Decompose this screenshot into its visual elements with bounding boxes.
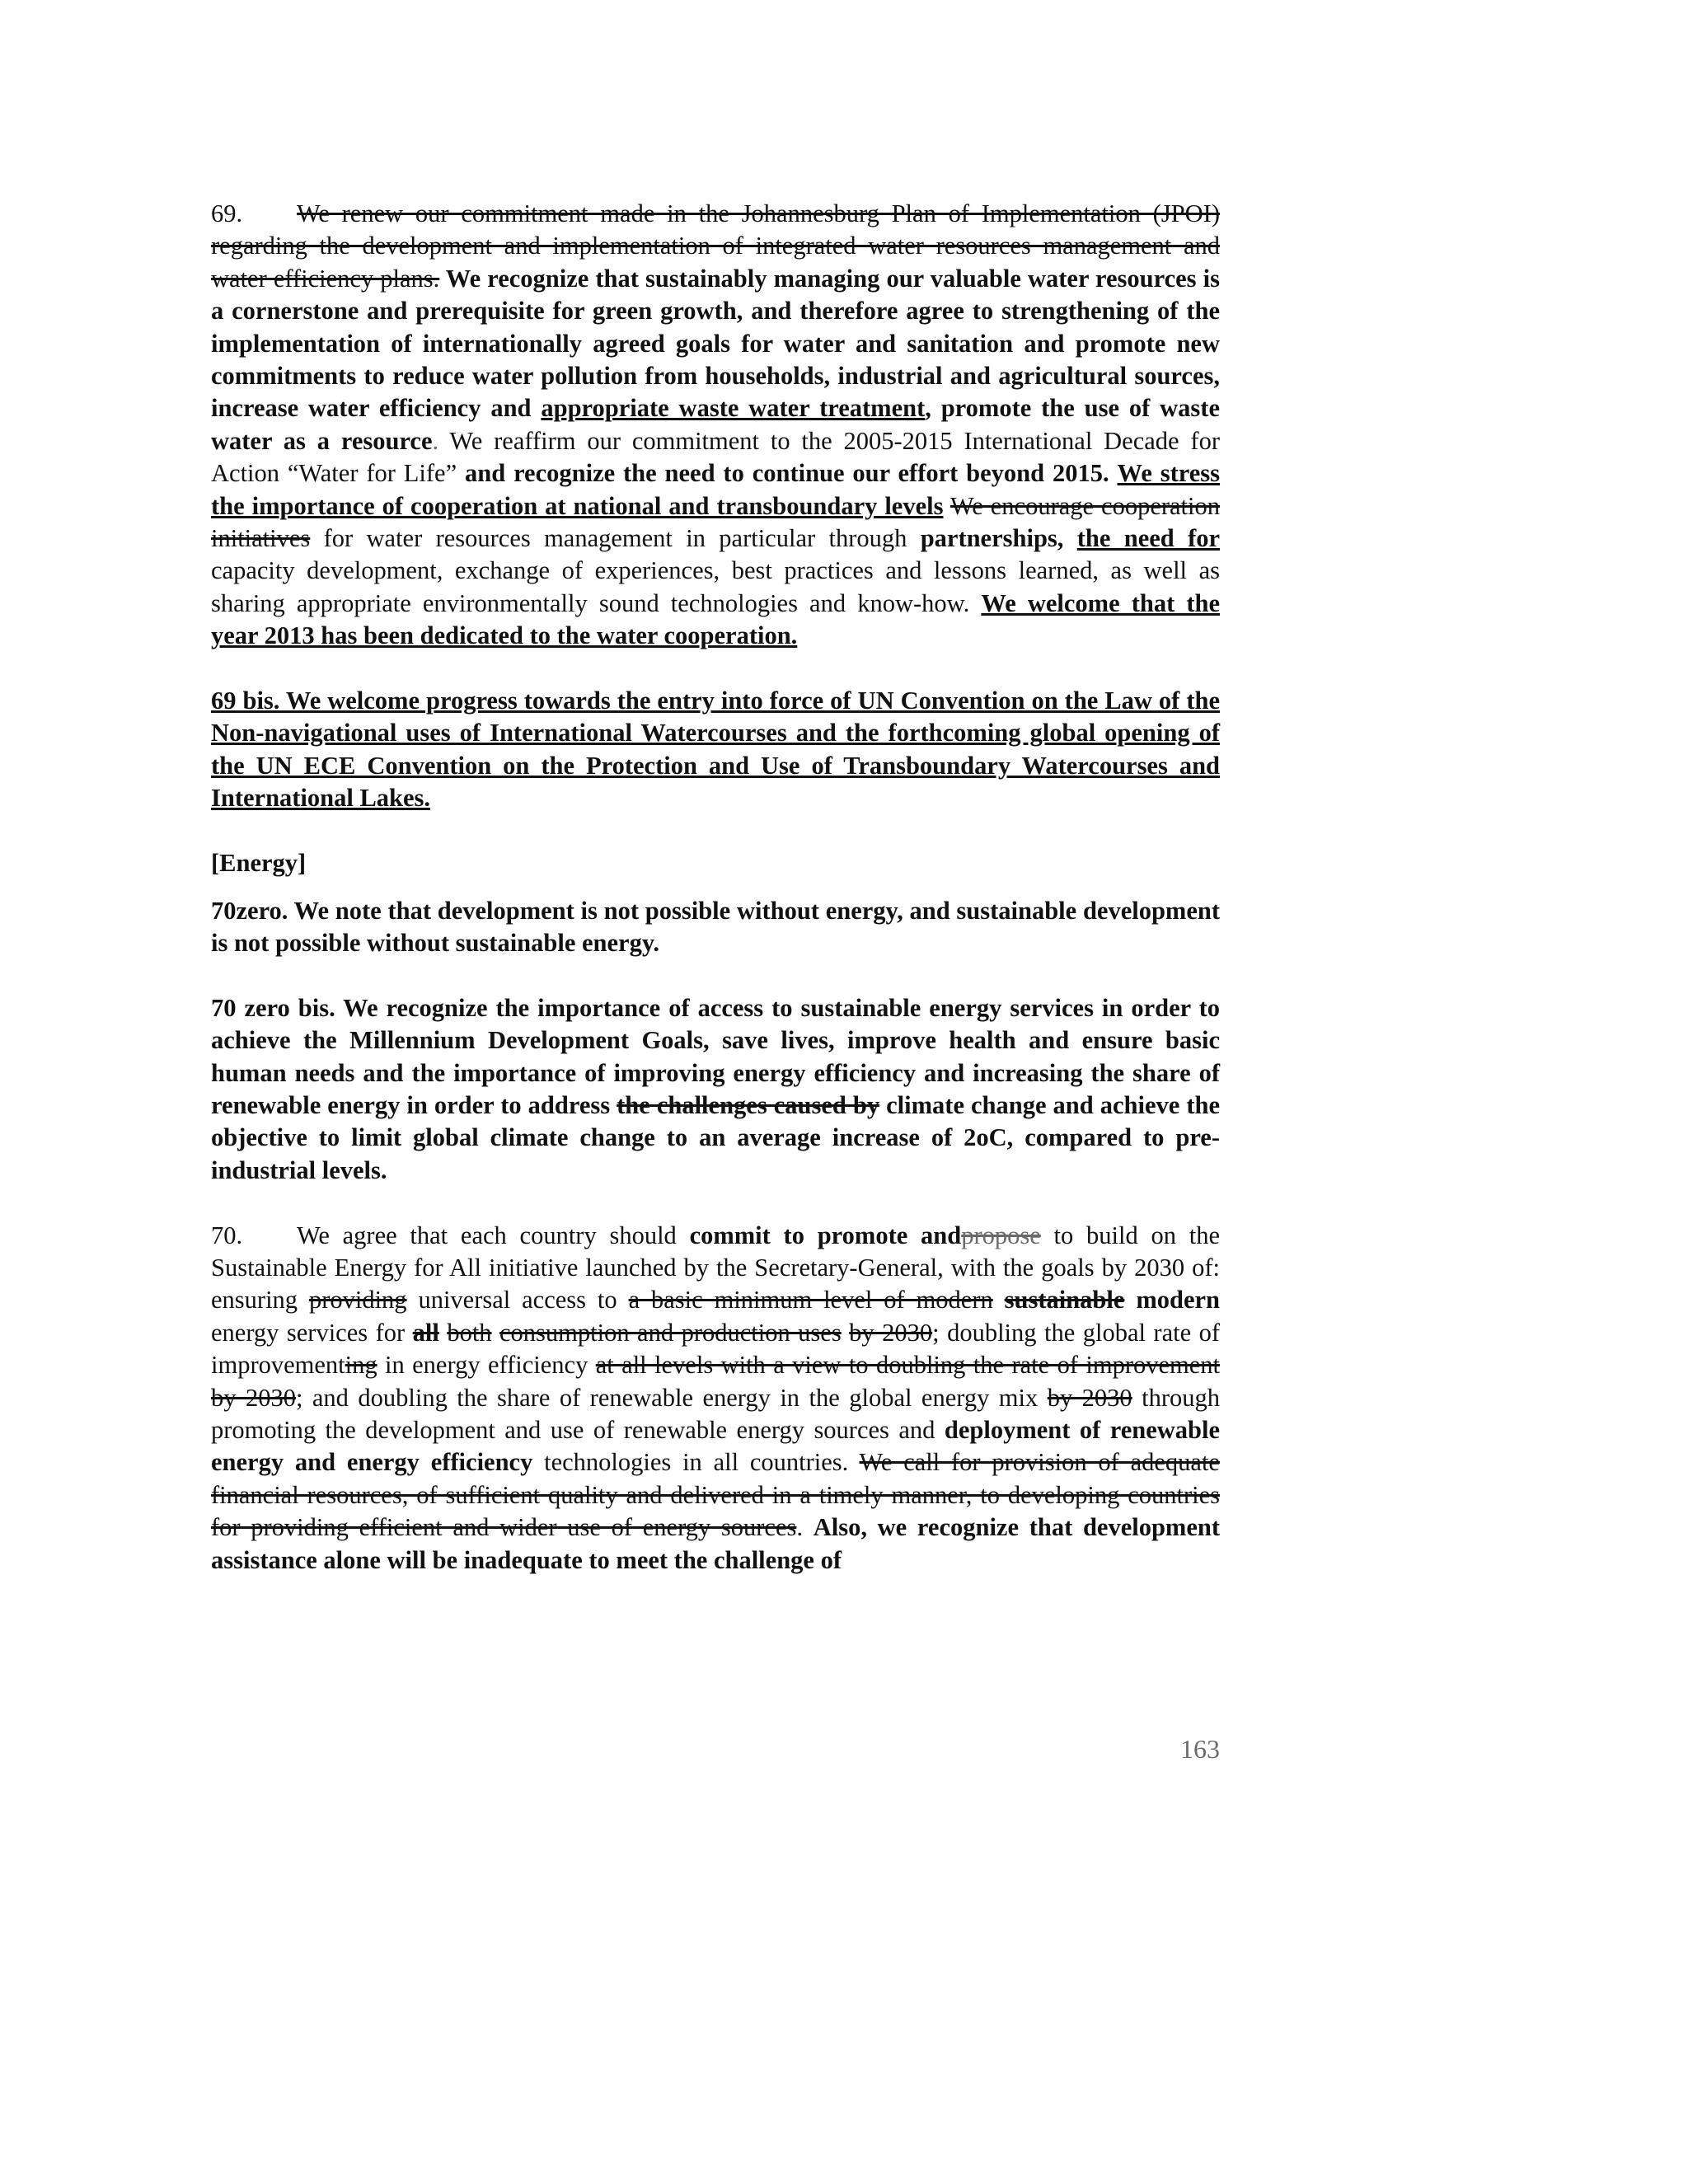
paragraph-number: 70. xyxy=(211,1221,243,1249)
text-segment: 70 zero bis. We recognize the importance of access to sustainable energy services in order to achieve the Millennium Development Goals, save lives, improve health and ensure basic human needs and the importance of improving energy efficiency and increasing the share of renewable energy in order to address xyxy=(211,993,1220,1119)
text-segment: modern xyxy=(1136,1286,1220,1315)
text-segment: We encourage cooperation initiatives xyxy=(211,491,1220,553)
paragraph-number: 69. xyxy=(211,199,243,227)
text-segment: 69 bis. We welcome progress towards the entry into force of UN Convention on the Law of the Non-navigational uses of International Watercourses and the forthcoming global opening of the UN ECE Convention on the Protection and Use of Transboundary Watercourses and International Lakes. xyxy=(211,687,1220,813)
text-segment xyxy=(1109,459,1118,487)
text-segment: universal access to xyxy=(406,1286,629,1315)
text-segment: We recognize that sustainably managing our valuable water resources is a cornerstone and prerequisite for green growth, and therefore agree to strengthening of the implementation of internationally agreed goals for water and sanitation and promote new commitments to reduce water pollution from households, industrial and agricultural sources, increase water efficiency and xyxy=(211,264,1220,423)
paragraph-70-zero xyxy=(211,895,1220,960)
text-segment: deployment of renewable energy and energy efficiency xyxy=(211,1415,1221,1477)
text-segment: a basic minimum level of modern xyxy=(628,1286,993,1315)
text-segment: the challenges caused by xyxy=(617,1090,880,1119)
text-segment: ing xyxy=(345,1351,377,1380)
text-segment: We renew our commitment made in the Johannesburg Plan of Implementation (JPOI) regarding the development and implementation of integrated water resources management and water efficiency plans. xyxy=(211,199,1220,293)
text-segment: Also, we recognize that development assistance alone will be inadequate to meet the challenge of xyxy=(211,1513,1220,1574)
text-segment: through promoting the development and use of renewable energy sources and xyxy=(211,1383,1221,1444)
text-segment: partnerships, xyxy=(920,524,1064,553)
text-segment: capacity development, exchange of experiences, best practices and lessons learned, as well as sharing appropriate environmentally sound technologies and know-how. xyxy=(211,556,1220,617)
text-segment xyxy=(1124,1286,1136,1314)
paragraph-70-zero-bis xyxy=(211,992,1220,1187)
text-segment: , promote the use of waste water as a resource xyxy=(211,394,1220,455)
text-segment: the need for xyxy=(1076,524,1221,553)
paragraph-69 xyxy=(211,198,1220,653)
text-segment xyxy=(842,1319,849,1347)
text-segment: by 2030 xyxy=(1047,1383,1132,1412)
text-segment: . xyxy=(432,426,439,455)
text-segment: We agree that each country should xyxy=(297,1221,690,1249)
text-segment: 70zero. We note that development is not possible without energy, and sustainable development is not possible without sustainable energy. xyxy=(211,896,1220,957)
text-segment xyxy=(943,492,950,520)
text-segment: sustainable xyxy=(1004,1286,1125,1315)
text-segment: . xyxy=(796,1513,814,1542)
text-segment: [Energy] xyxy=(211,849,307,878)
text-segment: ; and doubling the share of renewable energy in the global energy mix xyxy=(295,1383,1048,1412)
document-body xyxy=(211,198,1220,1577)
text-segment: climate change and achieve the objective to limit global climate change to an average increase of 2oC, compared to pre-industrial levels. xyxy=(211,1090,1221,1184)
text-segment: for water resources management in particular through xyxy=(310,524,921,553)
page-number: 163 xyxy=(1180,1734,1220,1764)
text-segment: propose xyxy=(961,1221,1041,1249)
text-segment: to build on the Sustainable Energy for All initiative launched by the Secretary-General, with the goals by 2030 of: ensuring xyxy=(211,1221,1220,1315)
text-segment: energy services for xyxy=(211,1318,413,1347)
paragraph-69-bis xyxy=(211,685,1220,815)
paragraph-70 xyxy=(211,1220,1220,1577)
text-segment: all xyxy=(412,1318,439,1347)
text-segment: technologies in all countries. xyxy=(532,1448,860,1477)
text-segment xyxy=(439,1319,447,1347)
text-segment: providing xyxy=(308,1286,407,1315)
text-segment: both xyxy=(447,1318,492,1347)
text-segment: We stress the importance of cooperation at national and transboundary levels xyxy=(211,459,1221,520)
text-segment: We call for provision of adequate financial resources, of sufficient quality and delivered in a timely manner, to developing countries for providing efficient and wider use of energy sources xyxy=(211,1448,1220,1542)
text-segment xyxy=(993,1286,1005,1314)
text-segment: and recognize the need to continue our effort beyond 2015. xyxy=(465,459,1109,488)
text-segment: We welcome that the year 2013 has been dedicated to the water cooperation. xyxy=(211,588,1220,650)
text-segment: ; doubling the global rate of improvement xyxy=(211,1318,1221,1380)
text-segment: in energy efficiency xyxy=(377,1351,596,1380)
text-segment: by 2030 xyxy=(849,1318,933,1347)
text-segment: We reaffirm our commitment to the 2005-2015 International Decade for Action “Water for Life” xyxy=(211,426,1220,488)
text-segment: appropriate waste water treatment xyxy=(541,394,926,423)
section-heading-energy xyxy=(211,847,1220,879)
text-segment: consumption and production uses xyxy=(499,1318,842,1347)
text-segment: at all levels with a view to doubling the rate of improvement by 2030 xyxy=(211,1351,1221,1412)
text-segment xyxy=(1063,524,1076,552)
text-segment: commit to promote and xyxy=(689,1221,962,1249)
text-segment xyxy=(492,1319,499,1347)
